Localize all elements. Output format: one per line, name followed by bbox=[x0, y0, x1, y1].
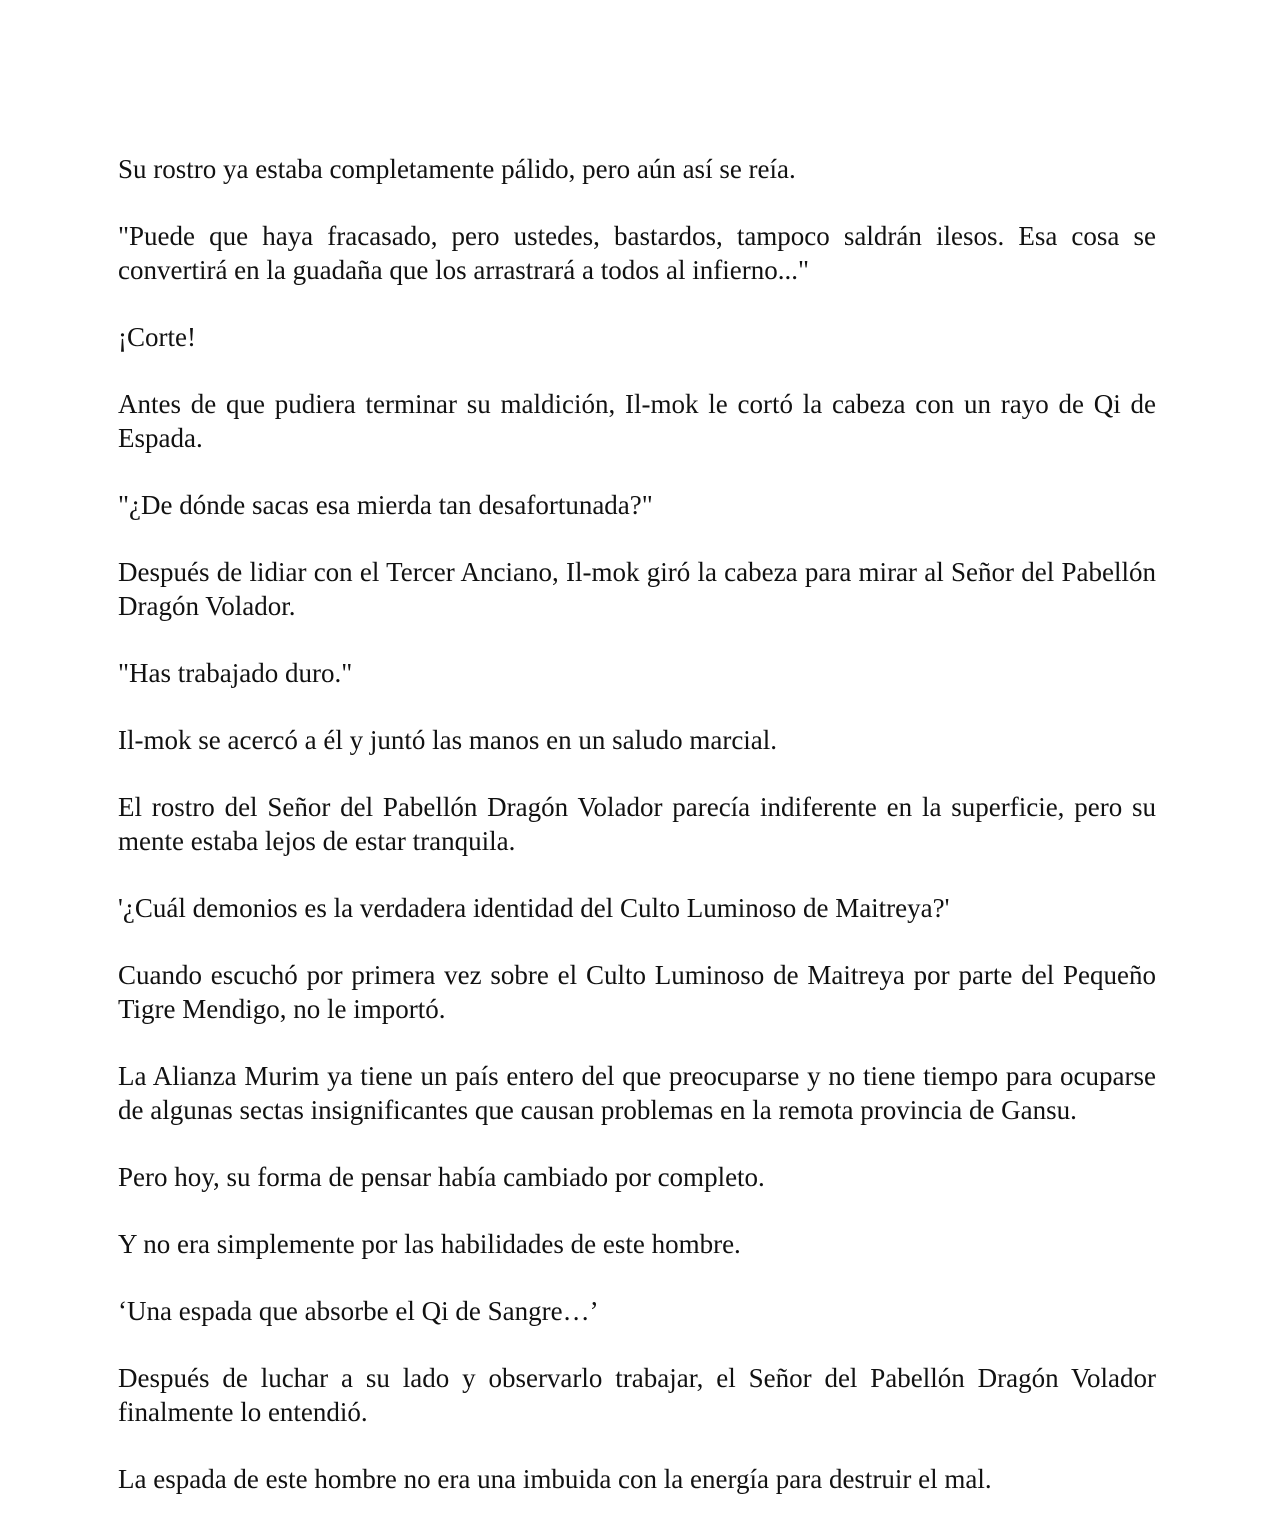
document-body bbox=[118, 152, 1156, 1515]
paragraph: Pero hoy, su forma de pensar había cambiado por completo. bbox=[118, 1162, 765, 1192]
paragraph: "Puede que haya fracasado, pero ustedes, bastardos, tampoco saldrán ilesos. Esa cosa se convertirá en la guadaña que los arrastrará a todos al infierno..." bbox=[118, 221, 1156, 285]
paragraph: Después de lidiar con el Tercer Anciano, Il-mok giró la cabeza para mirar al Señor del Pabellón Dragón Volador. bbox=[118, 557, 1156, 621]
paragraph: El rostro del Señor del Pabellón Dragón Volador parecía indiferente en la superficie, pero su mente estaba lejos de estar tranquila. bbox=[118, 792, 1156, 856]
paragraph: ‘Una espada que absorbe el Qi de Sangre…’ bbox=[118, 1296, 599, 1326]
paragraph: ¡Corte! bbox=[118, 322, 196, 352]
paragraph: Y no era simplemente por las habilidades de este hombre. bbox=[118, 1229, 741, 1259]
paragraph: '¿Cuál demonios es la verdadera identidad del Culto Luminoso de Maitreya?' bbox=[118, 893, 950, 923]
paragraph: Antes de que pudiera terminar su maldición, Il-mok le cortó la cabeza con un rayo de Qi de Espada. bbox=[118, 389, 1156, 453]
paragraph: "Has trabajado duro." bbox=[118, 658, 353, 688]
paragraph: "¿De dónde sacas esa mierda tan desafortunada?" bbox=[118, 490, 653, 520]
paragraph: La espada de este hombre no era una imbuida con la energía para destruir el mal. bbox=[118, 1464, 992, 1494]
paragraph: Después de luchar a su lado y observarlo trabajar, el Señor del Pabellón Dragón Volador finalmente lo entendió. bbox=[118, 1363, 1156, 1427]
paragraph: La Alianza Murim ya tiene un país entero del que preocuparse y no tiene tiempo para ocuparse de algunas sectas insignificantes que causan problemas en la remota provincia de Gansu. bbox=[118, 1061, 1156, 1125]
paragraph: Su rostro ya estaba completamente pálido, pero aún así se reía. bbox=[118, 154, 796, 184]
paragraph: Il-mok se acercó a él y juntó las manos en un saludo marcial. bbox=[118, 725, 778, 755]
paragraph: Cuando escuchó por primera vez sobre el Culto Luminoso de Maitreya por parte del Pequeño Tigre Mendigo, no le importó. bbox=[118, 960, 1156, 1024]
